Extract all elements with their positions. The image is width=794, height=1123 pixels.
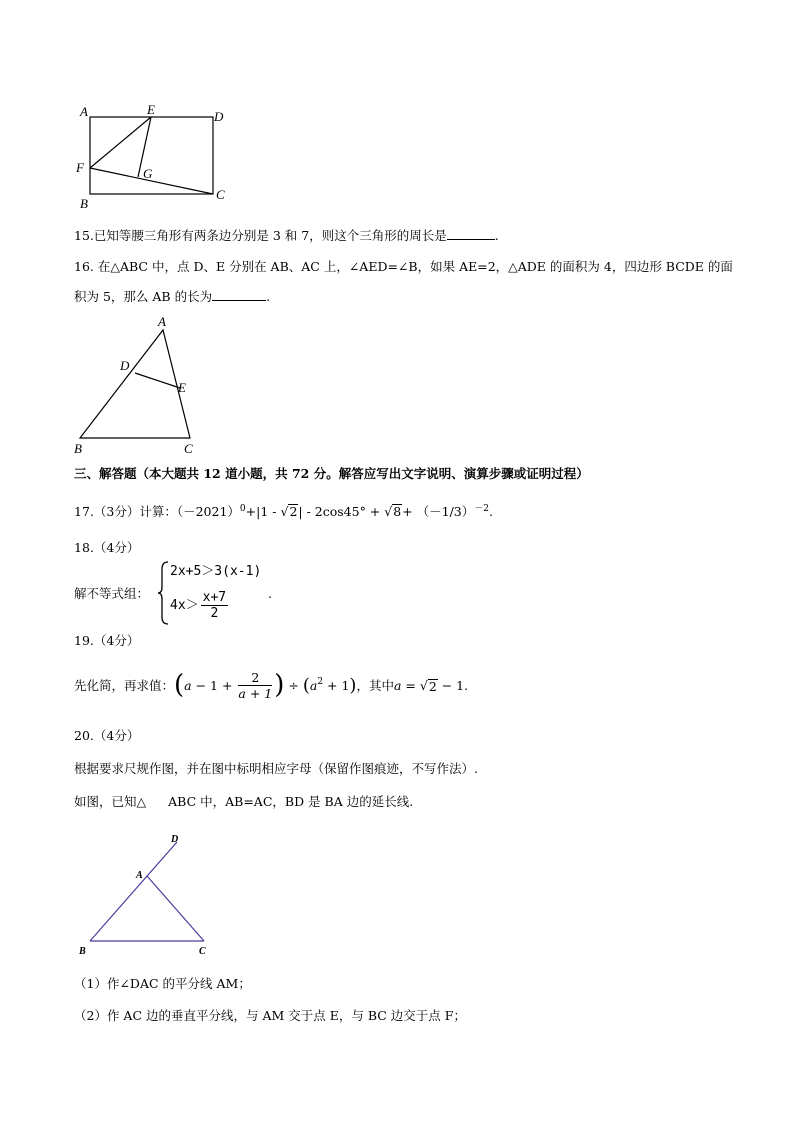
- question-19-tail: .: [464, 678, 469, 693]
- question-17-part1: （－2021）: [176, 504, 240, 520]
- figure-triangle-abc-bd: [72, 830, 222, 960]
- label-e: E: [147, 102, 155, 117]
- label-b: B: [79, 946, 86, 957]
- question-19-expression: 先化简，再求值：(a − 1 + $\frac{2}{a + 1}$ ) ÷ $(a^2 + 1)$，其中a = √2 − 1.: [74, 670, 469, 701]
- answer-blank-16: [212, 288, 266, 301]
- question-15-tail: .: [494, 228, 499, 243]
- question-20-sub1: （1）作∠DAC 的平分线 AM；: [74, 976, 251, 991]
- variable-a: a: [184, 678, 192, 693]
- question-20-sub2: （2）作 AC 边的垂直平分线，与 AM 交于点 E，与 BC 边交于点 F；: [74, 1008, 466, 1023]
- variable-a-value: a: [393, 678, 402, 693]
- rectangle-abcd: [90, 117, 213, 194]
- question-17-part2: +|1 -: [245, 504, 281, 520]
- segment-bd: [90, 842, 177, 941]
- question-18-prefix: 解不等式组：: [74, 586, 150, 601]
- fraction-numerator: 2: [238, 670, 272, 686]
- label-b: B: [80, 196, 88, 211]
- question-17-exp-neg2: －2: [474, 504, 489, 514]
- fraction-denominator: a + 1: [238, 686, 273, 701]
- answer-blank-15: [447, 227, 495, 240]
- question-20-line2: [74, 793, 413, 811]
- question-15-number: 15.: [74, 228, 94, 243]
- equals-sign: =: [401, 678, 420, 693]
- question-17-tail: .: [488, 504, 493, 520]
- question-16-text-line2: 积为 5，那么 AB 的长为: [74, 289, 213, 304]
- system-brace: [158, 561, 170, 625]
- segment-de: [135, 373, 180, 388]
- figure-rectangle-aefgdc: [70, 100, 240, 212]
- label-a: A: [158, 314, 166, 329]
- question-20-header: 20.（4分）: [74, 728, 140, 743]
- label-b: B: [74, 441, 82, 456]
- label-c: C: [199, 946, 206, 957]
- question-17-radicand1: 2: [289, 504, 298, 520]
- radicand: 2: [428, 678, 437, 694]
- question-16-line2: [74, 288, 270, 306]
- label-f: F: [76, 160, 84, 175]
- fraction-denominator: 2: [210, 606, 219, 621]
- question-18-tail: .: [268, 586, 272, 601]
- question-19-prefix: 先化简，再求值：: [74, 678, 175, 693]
- figure-triangle-abc-de: [66, 312, 206, 458]
- question-17-prefix: 计算：: [139, 504, 177, 520]
- triangle-abc: [80, 330, 190, 438]
- exponent-2: 2: [317, 676, 324, 687]
- question-20-line2-end: ABC 中，AB=AC，BD 是 BA 边的延长线.: [168, 794, 414, 809]
- label-e: E: [178, 380, 186, 395]
- label-g: G: [143, 166, 153, 181]
- question-16-text-line1: 在△ABC 中，点 D、E 分别在 AB、AC 上，∠AED=∠B，如果 AE=2，△ADE 的面积为 4，四边形 BCDE 的面: [97, 259, 733, 274]
- label-c: C: [216, 187, 225, 202]
- question-17-radicand2: 8: [393, 504, 402, 520]
- segment-ac: [147, 876, 204, 941]
- label-a: A: [136, 870, 143, 881]
- question-17-part3: | - 2cos45° +: [298, 504, 385, 520]
- where-text: ，其中: [356, 678, 394, 693]
- section-3-heading: 三、解答题（本大题共 12 道小题，共 72 分。解答应写出文字说明、演算步骤或证明过程）: [74, 466, 589, 481]
- question-20-line2-start: 如图，已知△: [74, 794, 147, 809]
- label-a: A: [80, 104, 88, 119]
- question-15-text: 已知等腰三角形有两条边分别是 3 和 7，则这个三角形的周长是: [93, 228, 447, 243]
- expr-minus-one-plus: − 1 +: [191, 678, 237, 693]
- question-20-line1: 根据要求尺规作图，并在图中标明相应字母（保留作图痕迹，不写作法）.: [74, 761, 478, 776]
- question-18-header: 18.（4分）: [74, 540, 140, 555]
- label-d: D: [120, 358, 130, 373]
- division-sign: ÷: [284, 678, 303, 693]
- question-19-fraction: [238, 670, 272, 701]
- inequality-2-fraction: [201, 590, 228, 621]
- question-16-tail: .: [266, 289, 271, 304]
- question-17-number: 17.: [74, 504, 94, 520]
- inequality-1: 2x+5＞3(x-1): [170, 564, 262, 579]
- question-16-line1: [74, 258, 733, 276]
- fraction-numerator: x+7: [202, 590, 227, 605]
- label-d: D: [214, 109, 224, 124]
- question-17-exp0: 0: [239, 504, 246, 514]
- question-19-header: 19.（4分）: [74, 633, 140, 648]
- minus-one: − 1: [437, 678, 465, 693]
- label-c: C: [184, 441, 193, 456]
- question-16-number: 16.: [74, 259, 94, 274]
- variable-a-squared-base: a: [309, 678, 318, 693]
- question-17: 17.（3分）计算：$(-2021)^0+|1 - √2| - 2\cos 45^\circ + √8+ (-1/3)^{-2}$.: [74, 504, 493, 520]
- question-15: [74, 227, 499, 245]
- label-d: D: [171, 834, 179, 845]
- question-17-part4: + （－1/3）: [402, 504, 475, 520]
- inequality-2-left: 4x＞: [170, 598, 199, 613]
- question-17-score: （3分）: [93, 504, 140, 520]
- inequality-2: [170, 590, 230, 621]
- plus-one: + 1: [323, 678, 350, 693]
